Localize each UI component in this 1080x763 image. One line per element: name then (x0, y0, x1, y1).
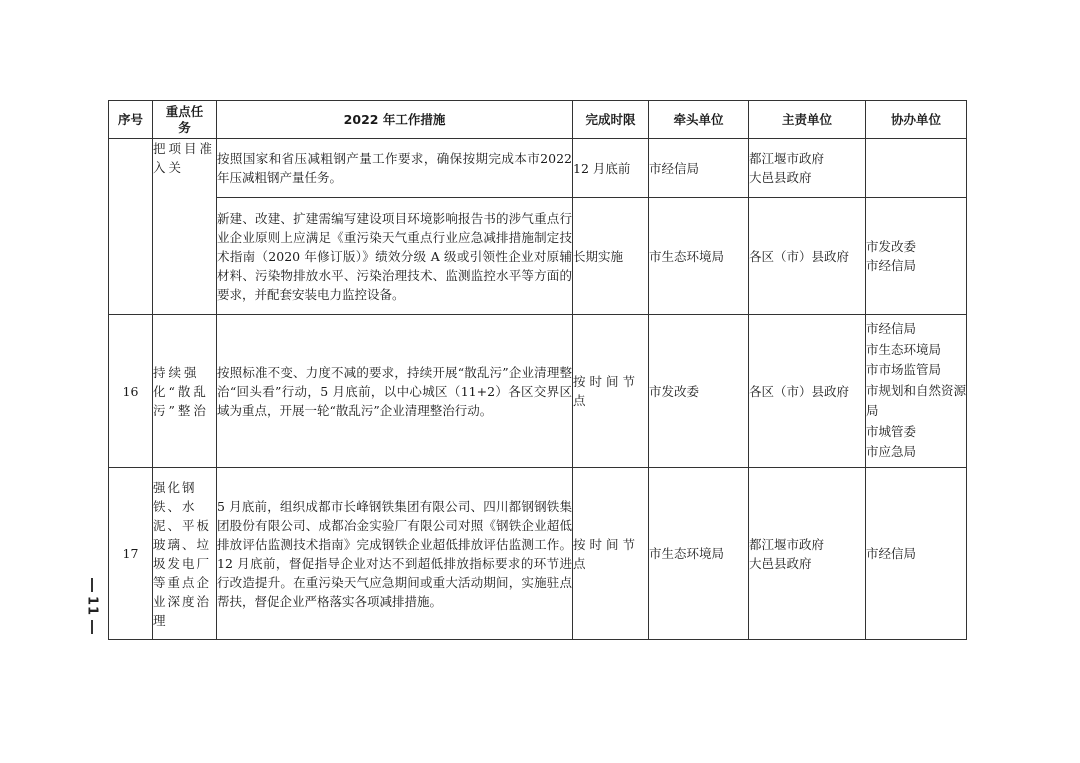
row-lead: 市发改委 (649, 315, 749, 468)
assist-unit: 市生态环境局 (866, 341, 942, 357)
row-lead: 市生态环境局 (649, 468, 749, 640)
assist-unit: 市经信局 (866, 258, 917, 273)
row-main (749, 139, 866, 198)
assist-unit: 市规划和自然资源局 (866, 382, 967, 419)
header-measure: 2022 年工作措施 (217, 101, 573, 139)
table-row (109, 139, 967, 198)
page-dash-top (91, 578, 93, 592)
header-row (109, 101, 967, 139)
assist-unit: 市市场监管局 (866, 362, 942, 378)
row-no (109, 139, 153, 198)
main-unit: 大邑县政府 (749, 170, 812, 185)
row-task: 把项目准入关 (153, 139, 217, 198)
row-measure: 按照标准不变、力度不减的要求，持续开展“散乱污”企业清理整治“回头看”行动，5 月底前，以中心城区（11+2）各区交界区域为重点，开展一轮“散乱污”企业清理整治行动。 (217, 315, 573, 468)
row-no: 17 (109, 468, 153, 640)
assist-unit: 市城管委 (866, 423, 917, 439)
row-deadline: 按时间节点 (573, 468, 649, 640)
row-assist (866, 315, 967, 468)
row-no: 16 (109, 315, 153, 468)
row-measure: 5 月底前，组织成都市长峰钢铁集团有限公司、四川都钢钢铁集团股份有限公司、成都冶金实验厂有限公司对照《钢铁企业超低排放评估监测技术指南》完成钢铁企业超低排放评估监测工作。12 月底前，督促指导企业对达不到超低排放指标要求的环节进行改造提升。在重污染天气应急期间或重大活动期间，实施驻点帮扶，督促企业严格落实各项减排措施。 (217, 468, 573, 640)
table-row (109, 198, 967, 315)
row-task: 强化钢铁、水泥、平板玻璃、垃圾发电厂等重点企业深度治理 (153, 468, 217, 640)
header-task: 重点任务 (153, 101, 217, 139)
work-measures-table (108, 100, 967, 640)
table-row (109, 315, 967, 468)
assist-unit: 市应急局 (866, 444, 917, 460)
row-lead: 市生态环境局 (649, 198, 749, 315)
page-number-text: 11 (84, 596, 100, 617)
row-main (749, 468, 866, 640)
row-no (109, 198, 153, 315)
table-row (109, 468, 967, 640)
assist-unit: 市发改委 (866, 239, 917, 254)
row-deadline: 长期实施 (573, 198, 649, 315)
row-deadline: 按时间节点 (573, 315, 649, 468)
page-dash-bottom (91, 620, 93, 634)
assist-unit: 市经信局 (866, 321, 917, 337)
header-lead: 牵头单位 (649, 101, 749, 139)
row-lead: 市经信局 (649, 139, 749, 198)
header-deadline: 完成时限 (573, 101, 649, 139)
row-task (153, 198, 217, 315)
row-assist (866, 139, 967, 198)
page-number (80, 574, 104, 638)
row-measure: 按照国家和省压减粗钢产量工作要求，确保按期完成本市2022 年压减粗钢产量任务。 (217, 139, 573, 198)
row-assist: 市经信局 (866, 468, 967, 640)
header-assist: 协办单位 (866, 101, 967, 139)
row-main: 各区（市）县政府 (749, 198, 866, 315)
row-task: 持续强化“散乱污”整治 (153, 315, 217, 468)
row-deadline: 12 月底前 (573, 139, 649, 198)
main-unit: 都江堰市政府 (749, 536, 825, 552)
row-main: 各区（市）县政府 (749, 315, 866, 468)
header-main: 主责单位 (749, 101, 866, 139)
main-unit: 都江堰市政府 (749, 151, 825, 166)
main-unit: 大邑县政府 (749, 555, 812, 571)
header-no: 序号 (109, 101, 153, 139)
row-measure: 新建、改建、扩建需编写建设项目环境影响报告书的涉气重点行业企业原则上应满足《重污染天气重点行业应急减排措施制定技术指南（2020 年修订版）》绩效分级 A 级或引领性企业对原辅材料、污染物排放水平、污染治理技术、监测监控水平等方面的要求，并配套安装电力监控设备。 (217, 198, 573, 315)
row-assist (866, 198, 967, 315)
